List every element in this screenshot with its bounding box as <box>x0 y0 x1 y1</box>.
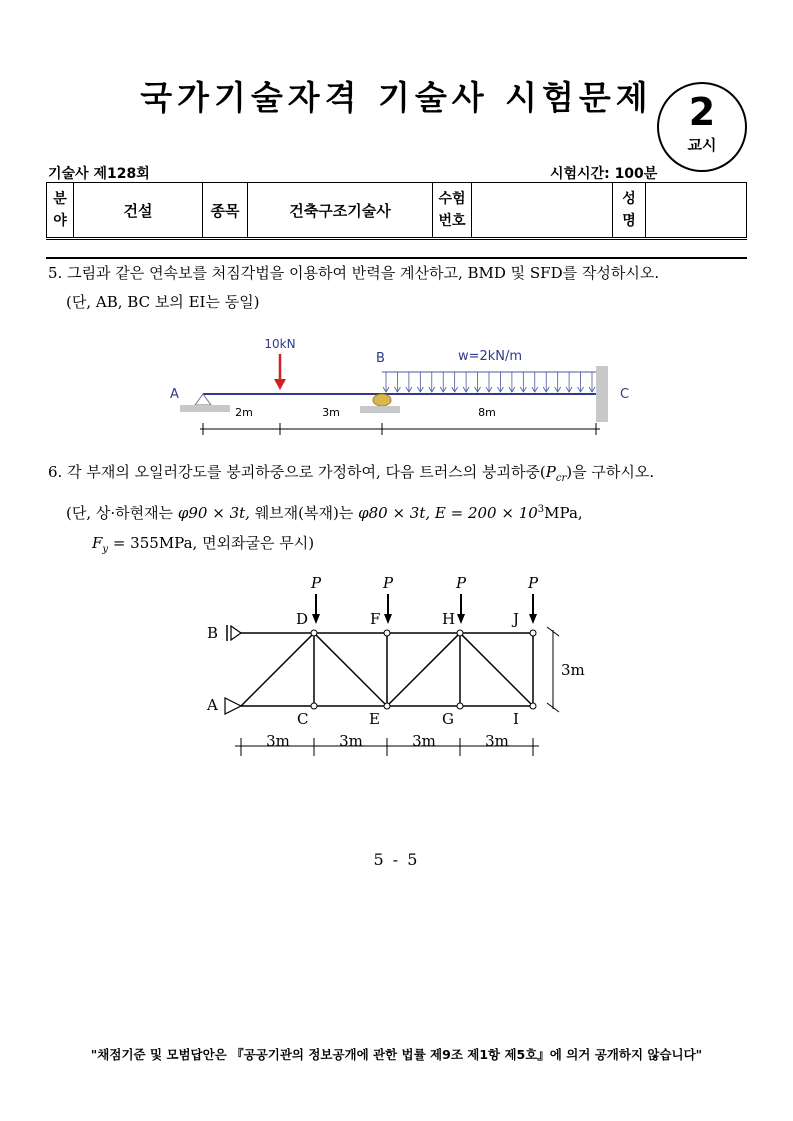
section-divider <box>46 257 747 259</box>
session-badge <box>657 82 747 172</box>
distributed-load-label: w=2kN/m <box>457 349 523 364</box>
roller-support-b <box>373 394 391 406</box>
truss-members <box>241 633 533 706</box>
continuous-beam-figure <box>160 332 640 442</box>
name-label: 성 명 <box>613 183 646 239</box>
node-j-label: J <box>513 610 520 628</box>
span-3-label: 8m <box>478 406 496 419</box>
page-title: 국가기술자격 기술사 시험문제 <box>140 78 653 117</box>
span-1-label: 3m <box>266 732 290 750</box>
footer-notice: "채점기준 및 모범답안은 『공공기관의 정보공개에 관한 법률 제9조 제1항 제5호』에 의거 공개하지 않습니다" <box>90 1047 703 1062</box>
session-number: 2 <box>688 90 716 134</box>
node-e-label: E <box>369 710 380 728</box>
category-value: 건축구조기술사 <box>248 183 433 239</box>
node-c-label: C <box>620 387 630 402</box>
node-b-label: B <box>207 624 219 642</box>
exam-number-label: 수험 번호 <box>433 183 472 239</box>
load-label-j: P <box>528 574 539 592</box>
name-field[interactable] <box>646 183 747 239</box>
span-2-label: 3m <box>322 406 340 419</box>
truss-loads <box>312 594 537 624</box>
question-5-condition: (단, AB, BC 보의 EI는 동일) <box>66 293 260 311</box>
height-label: 3m <box>561 661 585 679</box>
question-5-text: 5. 그림과 같은 연속보를 처짐각법을 이용하여 반력을 계산하고, BMD 및 SFD를 작성하시오. <box>48 264 660 282</box>
page-number: 5 - 5 <box>373 850 420 869</box>
pin-support-a <box>195 394 211 405</box>
question-6-condition-2: $F_y = 355MPa$, 면외좌굴은 무시) <box>92 534 315 555</box>
load-label-d: P <box>311 574 322 592</box>
span-1-label: 2m <box>235 406 253 419</box>
node-h-label: H <box>442 610 456 628</box>
support-a <box>225 698 241 714</box>
node-b-label: B <box>376 351 385 366</box>
support-b <box>231 626 241 640</box>
session-label: 교시 <box>687 136 717 154</box>
exam-round: 기술사 제128회 <box>48 166 150 182</box>
height-dimension <box>547 627 559 712</box>
support-base-b <box>360 406 400 413</box>
node-f-label: F <box>370 610 381 628</box>
exam-info-table <box>46 182 747 240</box>
truss-figure <box>195 570 595 770</box>
distributed-load-arrows <box>383 372 595 392</box>
field-label: 분 야 <box>47 183 74 239</box>
point-load-arrow-head <box>274 379 286 390</box>
question-6-text: 6. 각 부재의 오일러강도를 붕괴하중으로 가정하여, 다음 트러스의 붕괴하중$(P_{cr})$을 구하시오. <box>48 463 655 484</box>
point-load-label: 10kN <box>264 337 296 351</box>
node-d-label: D <box>296 610 309 628</box>
load-label-h: P <box>456 574 467 592</box>
question-6-condition-1: (단, 상·하현재는 φ90 × 3t, 웨브재(복재)는 φ80 × 3t, $E = 200 \times 10^3MPa$, <box>66 504 583 522</box>
node-g-label: G <box>442 710 454 728</box>
node-c-label: C <box>297 710 309 728</box>
node-a-label: A <box>207 696 218 714</box>
span-3-label: 3m <box>412 732 436 750</box>
span-2-label: 3m <box>339 732 363 750</box>
support-base-a <box>180 405 230 412</box>
category-label: 종목 <box>203 183 248 239</box>
exam-number-field[interactable] <box>472 183 613 239</box>
span-4-label: 3m <box>485 732 509 750</box>
exam-time: 시험시간: 100분 <box>550 166 658 182</box>
node-i-label: I <box>513 710 519 728</box>
fixed-support-c <box>596 366 608 422</box>
field-value: 건설 <box>74 183 203 239</box>
load-label-f: P <box>383 574 394 592</box>
node-a-label: A <box>170 387 179 402</box>
